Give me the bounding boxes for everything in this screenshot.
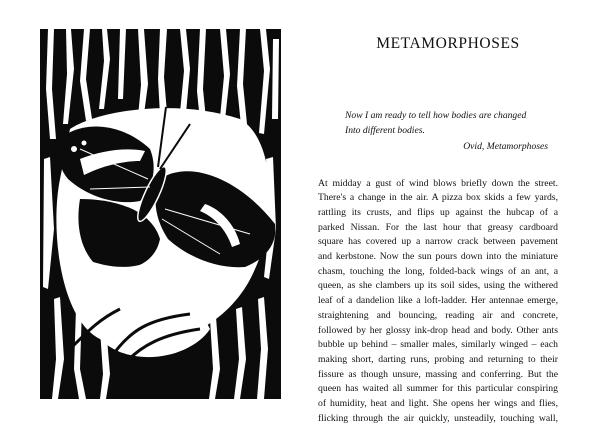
body-line: bubble up behind – smaller males, similarly winged – each bbox=[318, 339, 558, 351]
body-line: square has covered up a narrow crack between pavement bbox=[318, 236, 558, 248]
epigraph-line: Now I am ready to tell how bodies are changed bbox=[345, 110, 527, 121]
body-line: followed by her glossy ink-drop head and body. Other ants bbox=[318, 324, 558, 336]
epigraph-attribution bbox=[345, 140, 558, 155]
body-line: queen has waited all summer for this particular conspiring bbox=[318, 383, 558, 395]
epigraph-work: Metamorphoses bbox=[486, 141, 548, 152]
body-line: fissure as though unsure, massing and conferring. But the bbox=[318, 368, 558, 380]
body-line: rattling its crusts, and flips up against the hubcap of a bbox=[318, 206, 558, 218]
epigraph-line: Into different bodies. bbox=[345, 124, 425, 136]
epigraph-author: Ovid, bbox=[463, 141, 485, 152]
text-page bbox=[318, 29, 558, 426]
body-paragraph bbox=[318, 177, 558, 427]
butterfly-illustration-svg bbox=[40, 29, 281, 399]
epigraph bbox=[345, 109, 558, 155]
body-line: flicking through the air quickly, unsteadily, touching wall, bbox=[318, 412, 558, 424]
body-line: There's a change in the air. A pizza box skids a few yards, bbox=[318, 192, 558, 204]
butterfly-linocut-illustration bbox=[40, 29, 281, 399]
body-line: queen, as she clambers up its soil sides, using the withered bbox=[318, 280, 558, 292]
body-line: At midday a gust of wind blows briefly down the street. bbox=[318, 177, 558, 189]
body-line: straightening and bouncing, reading air and concrete, bbox=[318, 309, 558, 321]
page-title: METAMORPHOSES bbox=[376, 35, 520, 52]
body-line: and kerbstone. Now the sun pours down into the miniature bbox=[318, 251, 558, 263]
body-line: chasm, touching the long, folded-back wings of an ant, a bbox=[318, 265, 558, 277]
body-line: leaf of a dandelion like a loft-ladder. Her antennae emerge, bbox=[318, 295, 558, 307]
body-line: making short, darting runs, probing and returning to their bbox=[318, 353, 558, 365]
body-line: of humidity, heat and light. She opens her wings and flies, bbox=[318, 398, 558, 410]
body-line: parked Nissan. For the last hour that greasy cardboard bbox=[318, 221, 558, 233]
